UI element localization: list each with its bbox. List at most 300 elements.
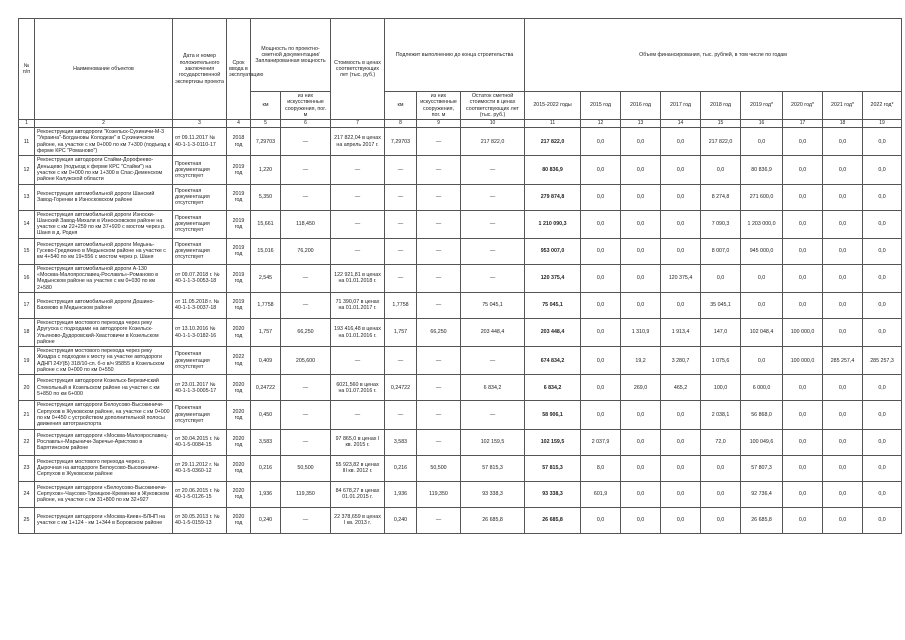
remaining-km: 7,29703 xyxy=(385,128,417,156)
column-number: 18 xyxy=(823,120,863,128)
expertise-conclusion: Проектная документация отсутствует xyxy=(173,210,227,238)
year-funding: 0,0 xyxy=(661,156,701,184)
capacity-km: 1,7758 xyxy=(251,292,281,318)
year-funding: 0,0 xyxy=(863,429,902,455)
year-funding: 0,0 xyxy=(863,238,902,264)
row-number: 11 xyxy=(19,128,35,156)
header-year-2022: 2022 год* xyxy=(863,92,902,120)
column-number: 3 xyxy=(173,120,227,128)
year-funding: 0,0 xyxy=(621,184,661,210)
remaining-cost: — xyxy=(461,264,525,292)
year-funding: 0,0 xyxy=(621,401,661,429)
object-name: Реконструкция автомобильной дороги А-130 «Москва-Малоярославец-Рославль»-Романово в Медынском районе на участке с км 0+030 по км 2+580 xyxy=(35,264,173,292)
year-funding: 0,0 xyxy=(581,507,621,533)
row-number: 12 xyxy=(19,156,35,184)
commission-term: 2020 год xyxy=(227,401,251,429)
year-funding: 217 822,0 xyxy=(701,128,741,156)
capacity-km: 15,661 xyxy=(251,210,281,238)
year-funding: 0,0 xyxy=(863,507,902,533)
year-funding: 147,0 xyxy=(701,318,741,346)
year-funding: 0,0 xyxy=(581,184,621,210)
year-funding: 0,0 xyxy=(863,264,902,292)
year-funding: 0,0 xyxy=(701,507,741,533)
commission-term: 2019 год xyxy=(227,264,251,292)
year-funding: 0,0 xyxy=(701,156,741,184)
remaining-art: — xyxy=(417,292,461,318)
year-funding: 0,0 xyxy=(823,156,863,184)
total-funding: 1 210 090,3 xyxy=(525,210,581,238)
year-funding: 0,0 xyxy=(661,184,701,210)
year-funding: 0,0 xyxy=(823,184,863,210)
table-row xyxy=(19,318,902,346)
row-number: 13 xyxy=(19,184,35,210)
expertise-conclusion: от 13.10.2016 № 40-1-1-3-0182-16 xyxy=(173,318,227,346)
year-funding: 3 280,7 xyxy=(661,347,701,375)
remaining-km: — xyxy=(385,238,417,264)
capacity-art: — xyxy=(281,429,331,455)
year-funding: 35 045,1 xyxy=(701,292,741,318)
table-row xyxy=(19,184,902,210)
object-name: Реконструкция мостового перехода через реку Жиздра с подходом к мосту на участке автодороги АДНП 24У(Б) 318/10-сп. б-о в/ч 95855 в Козельском районе с км 0+000 по км 0+550 xyxy=(35,347,173,375)
year-funding: 0,0 xyxy=(661,429,701,455)
column-number: 4 xyxy=(227,120,251,128)
capacity-art: 205,600 xyxy=(281,347,331,375)
capacity-km: 0,240 xyxy=(251,507,281,533)
estimated-cost: — xyxy=(331,156,385,184)
row-number: 16 xyxy=(19,264,35,292)
total-funding: 58 906,1 xyxy=(525,401,581,429)
year-funding: 8 274,8 xyxy=(701,184,741,210)
remaining-cost: 75 045,1 xyxy=(461,292,525,318)
estimated-cost: — xyxy=(331,184,385,210)
column-number: 7 xyxy=(331,120,385,128)
remaining-km: — xyxy=(385,347,417,375)
year-funding: 100 000,0 xyxy=(783,318,823,346)
header-year-2015: 2015 год xyxy=(581,92,621,120)
year-funding: 0,0 xyxy=(783,375,823,401)
header-commissioned: Подлежит выполнению до конца строительства xyxy=(385,19,525,92)
year-funding: 0,0 xyxy=(581,210,621,238)
year-funding: 72,0 xyxy=(701,429,741,455)
commission-term: 2020 год xyxy=(227,507,251,533)
capacity-art: — xyxy=(281,401,331,429)
row-number: 21 xyxy=(19,401,35,429)
remaining-art: — xyxy=(417,401,461,429)
header-funding: Объем финансирования, тыс. рублей, в том числе по годам xyxy=(525,19,902,92)
year-funding: 0,0 xyxy=(621,210,661,238)
capacity-art: 118,450 xyxy=(281,210,331,238)
year-funding: 0,0 xyxy=(581,156,621,184)
total-funding: 120 375,4 xyxy=(525,264,581,292)
year-funding: 269,0 xyxy=(621,375,661,401)
year-funding: 0,0 xyxy=(863,375,902,401)
column-number-row xyxy=(19,120,902,128)
commission-term: 2019 год xyxy=(227,210,251,238)
total-funding: 80 836,9 xyxy=(525,156,581,184)
expertise-conclusion: от 23.01.2017 № 40-1-1-3-0005-17 xyxy=(173,375,227,401)
column-number: 1 xyxy=(19,120,35,128)
commission-term: 2019 год xyxy=(227,292,251,318)
total-funding: 953 007,0 xyxy=(525,238,581,264)
year-funding: 2 038,1 xyxy=(701,401,741,429)
estimated-cost: — xyxy=(331,347,385,375)
remaining-art: 50,500 xyxy=(417,455,461,481)
year-funding: 0,0 xyxy=(783,455,823,481)
header-year-2021: 2021 год* xyxy=(823,92,863,120)
year-funding: 0,0 xyxy=(621,507,661,533)
year-funding: 0,0 xyxy=(581,238,621,264)
commission-term: 2020 год xyxy=(227,481,251,507)
capacity-art: 50,500 xyxy=(281,455,331,481)
header-conclusion: Дата и номер положительного заключения государственной экспертизы проекта xyxy=(173,19,227,120)
table-row xyxy=(19,375,902,401)
year-funding: 0,0 xyxy=(581,375,621,401)
document-sheet xyxy=(18,18,901,534)
expertise-conclusion: от 30.04.2015 г. № 40-1-5-0084-15 xyxy=(173,429,227,455)
year-funding: 0,0 xyxy=(823,210,863,238)
expertise-conclusion: Проектная документация отсутствует xyxy=(173,347,227,375)
year-funding: 0,0 xyxy=(823,128,863,156)
remaining-art: 119,350 xyxy=(417,481,461,507)
total-funding: 6 834,2 xyxy=(525,375,581,401)
header-capacity-km: км xyxy=(251,92,281,120)
estimated-cost: 193 416,48 в ценах на 01.01.2016 г. xyxy=(331,318,385,346)
row-number: 17 xyxy=(19,292,35,318)
year-funding: 120 375,4 xyxy=(661,264,701,292)
column-number: 2 xyxy=(35,120,173,128)
header-total: 2015-2022 годы xyxy=(525,92,581,120)
capacity-art: 66,250 xyxy=(281,318,331,346)
year-funding: 100 000,0 xyxy=(783,347,823,375)
year-funding: 0,0 xyxy=(621,156,661,184)
total-funding: 203 448,4 xyxy=(525,318,581,346)
total-funding: 279 874,8 xyxy=(525,184,581,210)
header-year-2018: 2018 год xyxy=(701,92,741,120)
year-funding: 0,0 xyxy=(741,128,783,156)
capacity-art: — xyxy=(281,128,331,156)
year-funding: 0,0 xyxy=(621,455,661,481)
remaining-art: — xyxy=(417,429,461,455)
year-funding: 0,0 xyxy=(783,507,823,533)
table-row xyxy=(19,481,902,507)
remaining-km: — xyxy=(385,184,417,210)
year-funding: 1 203 000,0 xyxy=(741,210,783,238)
remaining-cost: — xyxy=(461,347,525,375)
year-funding: 945 000,0 xyxy=(741,238,783,264)
capacity-art: 76,200 xyxy=(281,238,331,264)
estimated-cost: 97 865,0 в ценах I кв. 2015 г. xyxy=(331,429,385,455)
year-funding: 601,9 xyxy=(581,481,621,507)
remaining-art: — xyxy=(417,375,461,401)
row-number: 20 xyxy=(19,375,35,401)
year-funding: 0,0 xyxy=(823,318,863,346)
year-funding: 0,0 xyxy=(741,347,783,375)
remaining-km: 1,757 xyxy=(385,318,417,346)
column-number: 8 xyxy=(385,120,417,128)
commission-term: 2019 год xyxy=(227,238,251,264)
object-name: Реконструкция автомобильной дороги Износки-Шанский Завод-Михали в Износковском районе на участке с км 22+259 по км 37+920 с мостом через р. Шаня в д. Родня xyxy=(35,210,173,238)
year-funding: 0,0 xyxy=(823,507,863,533)
commission-term: 2019 год xyxy=(227,184,251,210)
expertise-conclusion: от 09.07.2018 г. № 40-1-1-3-0053-18 xyxy=(173,264,227,292)
commission-term: 2020 год xyxy=(227,455,251,481)
year-funding: 0,0 xyxy=(661,238,701,264)
year-funding: 0,0 xyxy=(783,264,823,292)
column-number: 16 xyxy=(741,120,783,128)
table-row xyxy=(19,507,902,533)
year-funding: 0,0 xyxy=(863,455,902,481)
table-row xyxy=(19,156,902,184)
capacity-km: 0,216 xyxy=(251,455,281,481)
remaining-art: — xyxy=(417,264,461,292)
year-funding: 271 600,0 xyxy=(741,184,783,210)
year-funding: 80 836,9 xyxy=(741,156,783,184)
commission-term: 2020 год xyxy=(227,429,251,455)
year-funding: 0,0 xyxy=(783,156,823,184)
capacity-km: 1,757 xyxy=(251,318,281,346)
capacity-art: 119,350 xyxy=(281,481,331,507)
year-funding: 0,0 xyxy=(783,292,823,318)
remaining-cost: — xyxy=(461,401,525,429)
remaining-art: — xyxy=(417,156,461,184)
total-funding: 75 045,1 xyxy=(525,292,581,318)
remaining-km: 3,583 xyxy=(385,429,417,455)
commission-term: 2020 год xyxy=(227,318,251,346)
year-funding: 0,0 xyxy=(783,128,823,156)
year-funding: 0,0 xyxy=(661,481,701,507)
remaining-cost: 93 338,3 xyxy=(461,481,525,507)
estimated-cost: — xyxy=(331,401,385,429)
estimated-cost: 6021,560 в ценах на 01.07.2016 г. xyxy=(331,375,385,401)
header-remaining: Остаток сметной стоимости в ценах соответствующих лет (тыс. руб.) xyxy=(461,92,525,120)
year-funding: 56 868,0 xyxy=(741,401,783,429)
estimated-cost: 122 921,81 в ценах на 01.01.2018 г. xyxy=(331,264,385,292)
capacity-art: — xyxy=(281,507,331,533)
estimated-cost: 55 923,82 в ценах III кв. 2012 г. xyxy=(331,455,385,481)
year-funding: 0,0 xyxy=(823,481,863,507)
financing-table xyxy=(18,18,902,534)
expertise-conclusion: Проектная документация отсутствует xyxy=(173,184,227,210)
header-cost: Стоимость в ценах соответствующих лет (тыс. руб.) xyxy=(331,19,385,120)
estimated-cost: 22 378,659 в ценах I кв. 2013 г. xyxy=(331,507,385,533)
remaining-km: — xyxy=(385,264,417,292)
table-row xyxy=(19,401,902,429)
year-funding: 102 048,4 xyxy=(741,318,783,346)
header-year-2016: 2016 год xyxy=(621,92,661,120)
header-row xyxy=(19,19,902,92)
capacity-art: — xyxy=(281,264,331,292)
year-funding: 26 685,8 xyxy=(741,507,783,533)
row-number: 15 xyxy=(19,238,35,264)
header-name: Наименование объектов xyxy=(35,19,173,120)
year-funding: 0,0 xyxy=(661,455,701,481)
expertise-conclusion: от 09.11.2017 № 40-1-1-3-0110-17 xyxy=(173,128,227,156)
table-row xyxy=(19,128,902,156)
year-funding: 0,0 xyxy=(621,264,661,292)
year-funding: 285 257,3 xyxy=(863,347,902,375)
year-funding: 1 913,4 xyxy=(661,318,701,346)
year-funding: 0,0 xyxy=(823,455,863,481)
object-name: Реконструкция мостового перехода через р. Дырочная на автодороге Белоусово-Высокиничи-Серпухов в Жуковском районе xyxy=(35,455,173,481)
remaining-km: — xyxy=(385,210,417,238)
header-year-2019: 2019 год* xyxy=(741,92,783,120)
remaining-art: — xyxy=(417,347,461,375)
year-funding: 0,0 xyxy=(661,210,701,238)
column-number: 15 xyxy=(701,120,741,128)
capacity-km: 1,936 xyxy=(251,481,281,507)
estimated-cost: — xyxy=(331,210,385,238)
year-funding: 0,0 xyxy=(581,347,621,375)
object-name: Реконструкция автодороги Белоусово-Высокиничи-Серпухов в Жуковском районе, на участке с км 0+000 по км 0+450 с устройством дополнительной полосы движения автотранспорта xyxy=(35,401,173,429)
year-funding: 0,0 xyxy=(621,128,661,156)
header-year-2017: 2017 год xyxy=(661,92,701,120)
year-funding: 0,0 xyxy=(823,375,863,401)
object-name: Реконструкция мостового перехода через реку Другуска с подходами на автодороге Козельск-Ульяново-Дудоровский-Хвастовичи в Козельском районе xyxy=(35,318,173,346)
commission-term: 2022 год xyxy=(227,347,251,375)
year-funding: 0,0 xyxy=(621,429,661,455)
column-number: 6 xyxy=(281,120,331,128)
row-number: 22 xyxy=(19,429,35,455)
object-name: Реконструкция автомобильной дороги Медынь-Гусево-Гредякино в Медынском районе на участке с км 4+540 по км 19+556 с мостом через р. Шаня xyxy=(35,238,173,264)
remaining-cost: — xyxy=(461,238,525,264)
estimated-cost: 71 390,07 в ценах на 01.01.2017 г. xyxy=(331,292,385,318)
year-funding: 285 257,4 xyxy=(823,347,863,375)
remaining-art: — xyxy=(417,210,461,238)
remaining-km: 0,24722 xyxy=(385,375,417,401)
remaining-km: 1,7758 xyxy=(385,292,417,318)
year-funding: 7 090,3 xyxy=(701,210,741,238)
column-number: 9 xyxy=(417,120,461,128)
remaining-art: — xyxy=(417,238,461,264)
expertise-conclusion: от 30.05.2013 г. № 40-1-5-0159-13 xyxy=(173,507,227,533)
row-number: 25 xyxy=(19,507,35,533)
remaining-art: 66,250 xyxy=(417,318,461,346)
capacity-km: 1,220 xyxy=(251,156,281,184)
year-funding: 0,0 xyxy=(823,292,863,318)
capacity-art: — xyxy=(281,292,331,318)
remaining-cost: 6 834,2 xyxy=(461,375,525,401)
year-funding: 0,0 xyxy=(863,481,902,507)
remaining-art: — xyxy=(417,507,461,533)
year-funding: 1 075,6 xyxy=(701,347,741,375)
header-comm-km: км xyxy=(385,92,417,120)
table-row xyxy=(19,292,902,318)
table-row xyxy=(19,238,902,264)
year-funding: 19,2 xyxy=(621,347,661,375)
remaining-km: — xyxy=(385,156,417,184)
remaining-art: — xyxy=(417,184,461,210)
column-number: 13 xyxy=(621,120,661,128)
year-funding: 0,0 xyxy=(581,318,621,346)
remaining-km: 0,240 xyxy=(385,507,417,533)
remaining-cost: 203 448,4 xyxy=(461,318,525,346)
row-number: 18 xyxy=(19,318,35,346)
remaining-cost: — xyxy=(461,210,525,238)
remaining-cost: 57 815,3 xyxy=(461,455,525,481)
object-name: Реконструкция автодороги "Козельск-Сухиничи-М-3 "Украина"-Богдановы Колодези" в Сухиничском районе, на участке с км 0+000 по км 7+300 (подъезд к ферме КРС "Романово") xyxy=(35,128,173,156)
header-year-2020: 2020 год* xyxy=(783,92,823,120)
capacity-km: 0,450 xyxy=(251,401,281,429)
year-funding: 0,0 xyxy=(863,401,902,429)
year-funding: 0,0 xyxy=(581,292,621,318)
year-funding: 0,0 xyxy=(823,238,863,264)
year-funding: 0,0 xyxy=(863,210,902,238)
year-funding: 100 049,6 xyxy=(741,429,783,455)
capacity-km: 7,29703 xyxy=(251,128,281,156)
header-comm-art: из них искусственные сооружения, пог. м xyxy=(417,92,461,120)
capacity-km: 3,583 xyxy=(251,429,281,455)
table-row xyxy=(19,429,902,455)
year-funding: 0,0 xyxy=(621,481,661,507)
row-number: 14 xyxy=(19,210,35,238)
year-funding: 8,0 xyxy=(581,455,621,481)
capacity-art: — xyxy=(281,156,331,184)
year-funding: 0,0 xyxy=(701,455,741,481)
object-name: Реконструкция автомобильной дороги Шанский Завод-Горенки в Износковском районе xyxy=(35,184,173,210)
object-name: Реконструкция автодороги «Москва-Малоярославец-Рославль»-Марыничи-Заречье-Аристово в Барятинском районе xyxy=(35,429,173,455)
year-funding: 0,0 xyxy=(661,128,701,156)
year-funding: 0,0 xyxy=(823,429,863,455)
column-number: 10 xyxy=(461,120,525,128)
year-funding: 465,2 xyxy=(661,375,701,401)
table-row xyxy=(19,347,902,375)
year-funding: 0,0 xyxy=(661,401,701,429)
column-number: 17 xyxy=(783,120,823,128)
total-funding: 57 815,3 xyxy=(525,455,581,481)
object-name: Реконструкция автодороги «Белоусово-Высокиничи-Серпухов»-Чаусово-Троицкое-Кременки в Жуковском районе, на участке с км 31+800 по км 32+927 xyxy=(35,481,173,507)
remaining-cost: 217 822,0 xyxy=(461,128,525,156)
remaining-km: 0,216 xyxy=(385,455,417,481)
row-number: 24 xyxy=(19,481,35,507)
table-row xyxy=(19,455,902,481)
year-funding: 0,0 xyxy=(863,318,902,346)
year-funding: 0,0 xyxy=(783,210,823,238)
total-funding: 26 685,8 xyxy=(525,507,581,533)
year-funding: 0,0 xyxy=(863,128,902,156)
year-funding: 0,0 xyxy=(661,292,701,318)
object-name: Реконструкция автодороги Стайки-Дорофеево-Деньщево (подъезд к ферме КРС "Стайки") на участке с км 0+000 по км 1+300 в Спас-Деменском районе Калужской области xyxy=(35,156,173,184)
year-funding: 0,0 xyxy=(783,429,823,455)
estimated-cost: — xyxy=(331,238,385,264)
year-funding: 0,0 xyxy=(863,292,902,318)
expertise-conclusion: от 11.05.2018 г. № 40-1-1-3-0037-18 xyxy=(173,292,227,318)
object-name: Реконструкция автомобильной дороги Дошино-Бахмово в Медынском районе xyxy=(35,292,173,318)
year-funding: 0,0 xyxy=(581,264,621,292)
year-funding: 0,0 xyxy=(823,264,863,292)
total-funding: 217 822,0 xyxy=(525,128,581,156)
expertise-conclusion: от 20.06.2015 г. № 40-1-5-0126-15 xyxy=(173,481,227,507)
capacity-art: — xyxy=(281,184,331,210)
year-funding: 6 000,0 xyxy=(741,375,783,401)
expertise-conclusion: Проектная документация отсутствует xyxy=(173,401,227,429)
header-num: № п/п xyxy=(19,19,35,120)
remaining-art: — xyxy=(417,128,461,156)
year-funding: 0,0 xyxy=(863,156,902,184)
remaining-cost: 26 685,8 xyxy=(461,507,525,533)
commission-term: 2020 год xyxy=(227,375,251,401)
year-funding: 0,0 xyxy=(783,238,823,264)
year-funding: 0,0 xyxy=(823,401,863,429)
column-number: 5 xyxy=(251,120,281,128)
year-funding: 0,0 xyxy=(701,264,741,292)
object-name: Реконструкция автодороги «Москва-Киев»-БЛНП на участке с км 1+124 - км 1+344 в Боровском районе xyxy=(35,507,173,533)
year-funding: 100,0 xyxy=(701,375,741,401)
estimated-cost: 84 678,27 в ценах 01.01.2015 г. xyxy=(331,481,385,507)
expertise-conclusion: Проектная документация отсутствует xyxy=(173,156,227,184)
year-funding: 0,0 xyxy=(783,401,823,429)
year-funding: 0,0 xyxy=(783,481,823,507)
expertise-conclusion: от 29.11.2012 г. № 40-1-5-0360-12 xyxy=(173,455,227,481)
